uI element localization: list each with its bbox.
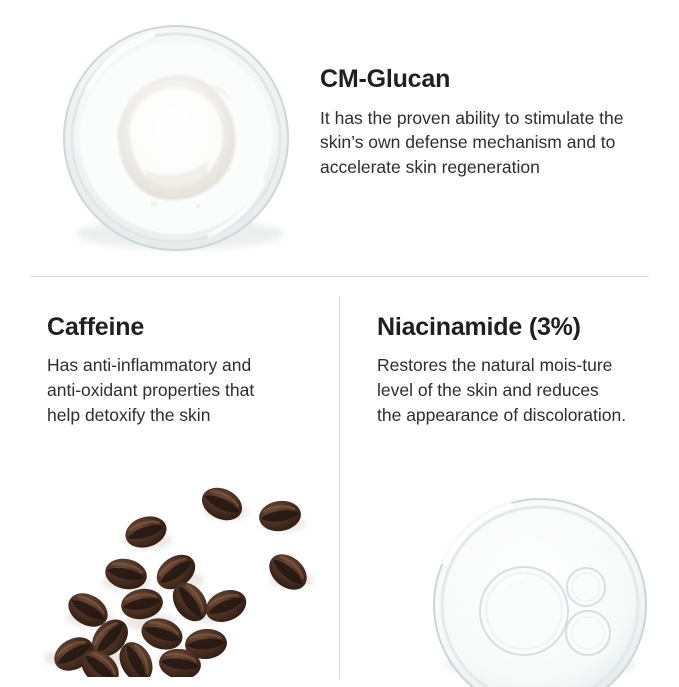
- cm-glucan-body: It has the proven ability to stimulate the skin’s own defense mechanism and to accelerate skin regeneration: [320, 107, 624, 178]
- petri-dish-white-powder-image: [58, 20, 298, 260]
- niacinamide-body: Restores the natural mois-ture level of the skin and reduces the appearance of discoloration.: [377, 355, 627, 425]
- section-cm-glucan: [0, 0, 679, 276]
- caffeine-body: Has anti-inflammatory and anti-oxidant properties that help detoxify the skin: [47, 355, 255, 425]
- caffeine-heading: Caffeine: [47, 313, 145, 341]
- petri-dish-liquid-image: [420, 487, 660, 687]
- section-caffeine: [0, 277, 339, 679]
- niacinamide-heading: Niacinamide (3%): [377, 313, 581, 341]
- cm-glucan-text-block: [320, 66, 650, 180]
- cm-glucan-heading: CM-Glucan: [320, 65, 451, 93]
- section-niacinamide: [340, 277, 679, 679]
- coffee-beans-image: [30, 462, 320, 677]
